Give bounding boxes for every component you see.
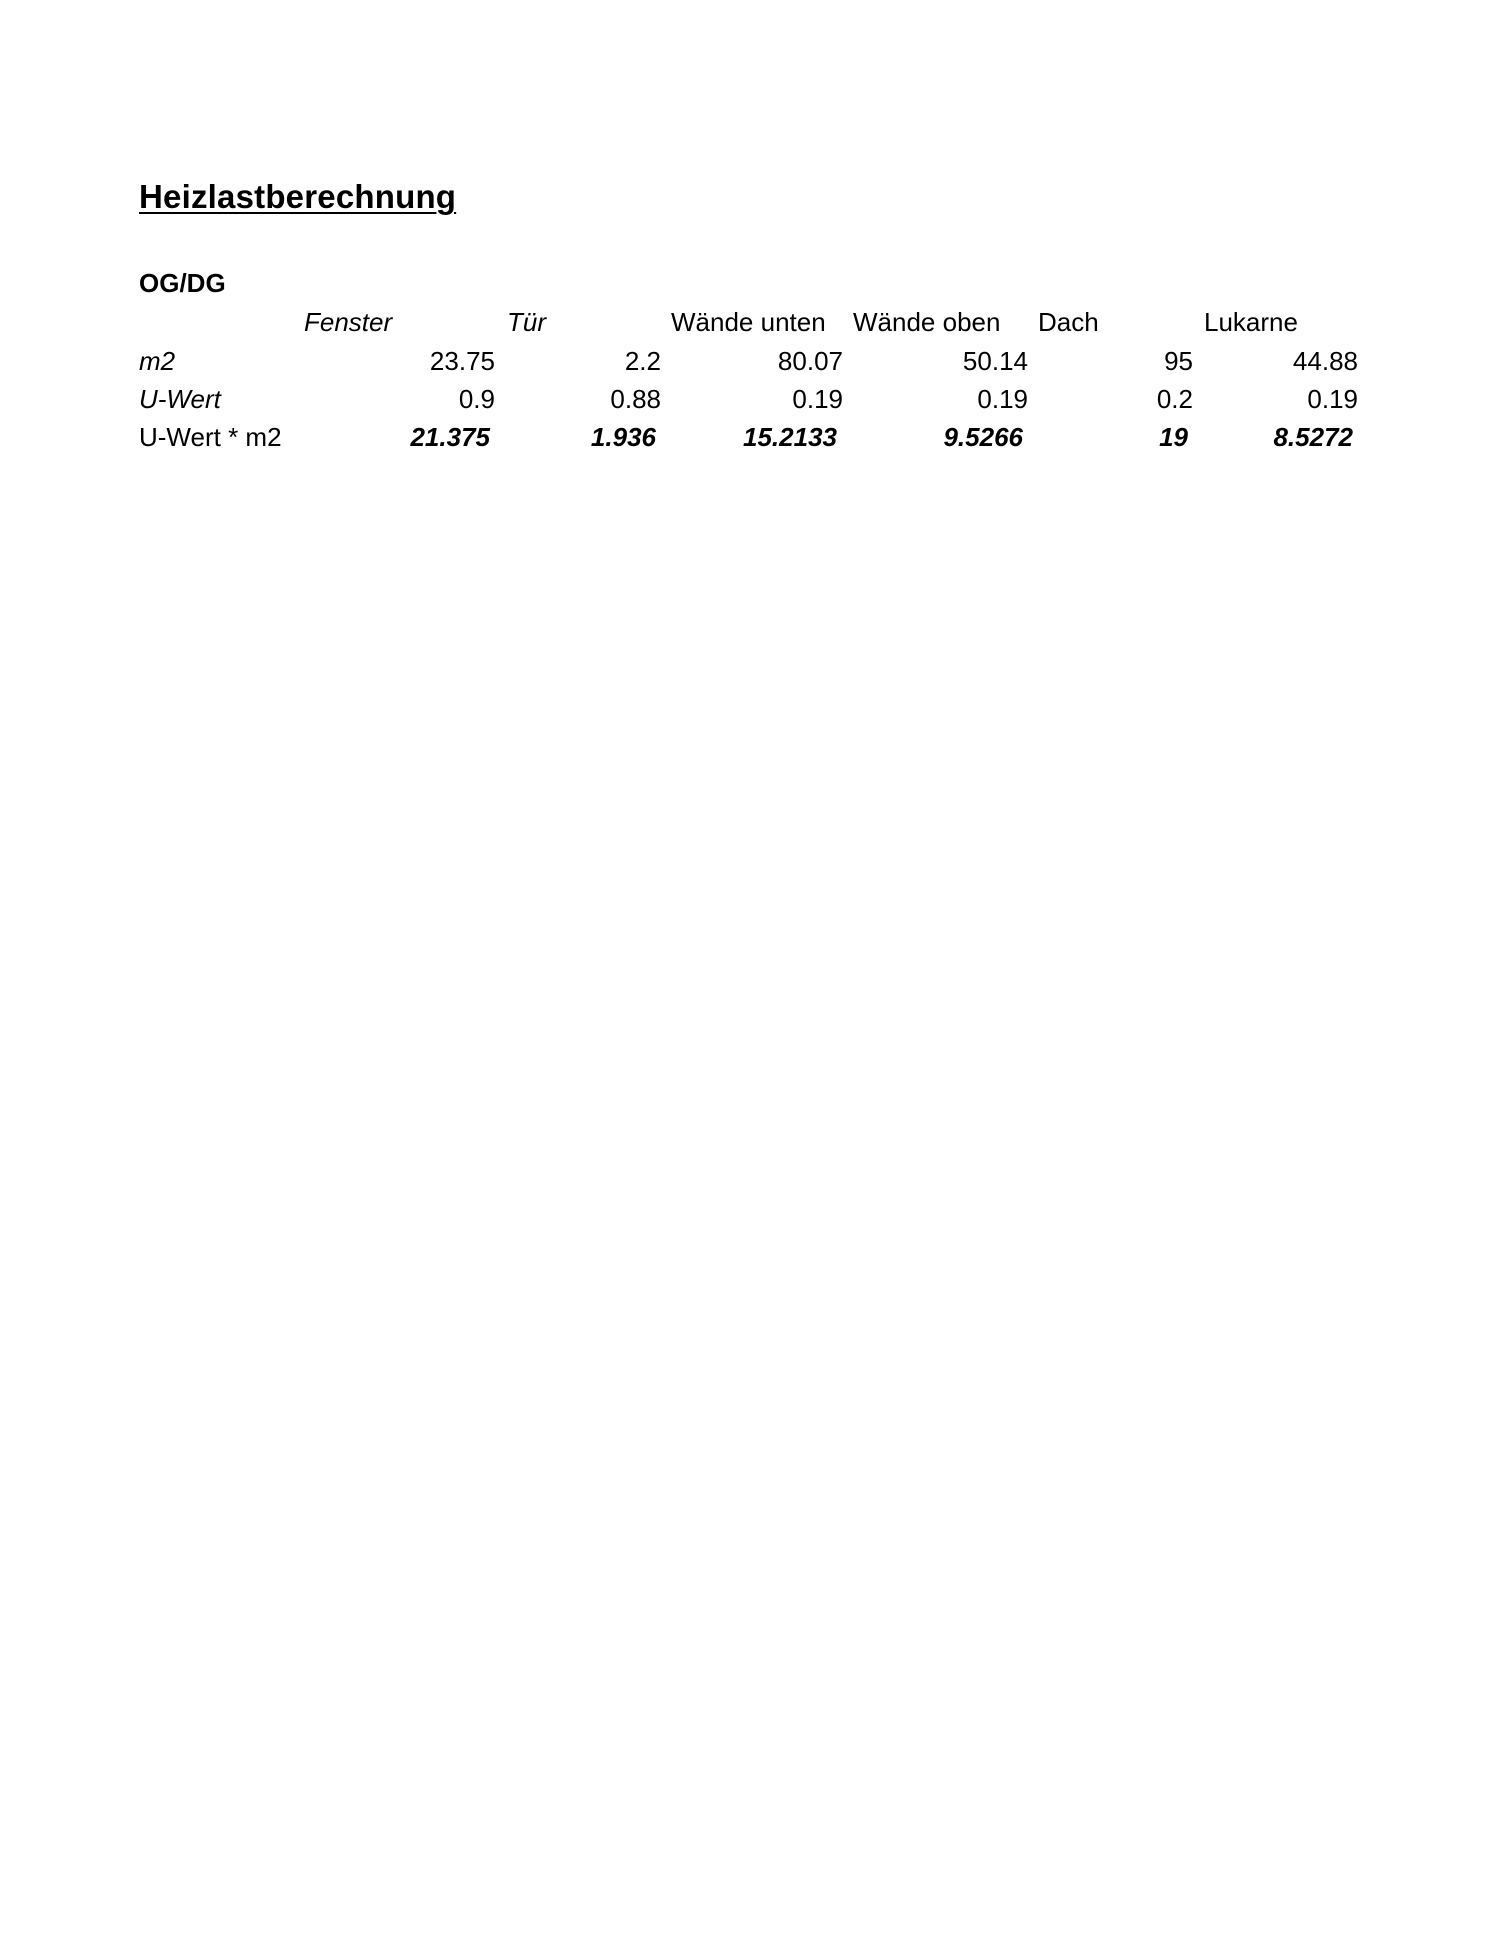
column-header-waende-oben: Wände oben [853,307,1001,337]
section-label: OG/DG [139,268,226,298]
cell-u-wert-waende-unten: 0.19 [792,384,843,414]
cell-m2-fenster: 23.75 [429,346,495,376]
cell-product-dach: 19 [1159,422,1188,452]
column-header-fenster: Fenster [304,307,393,337]
column-header-lukarne: Lukarne [1204,307,1298,337]
cell-product-waende-unten: 15.2133 [743,422,837,452]
cell-u-wert-dach: 0.2 [1156,384,1193,414]
cell-m2-waende-unten: 80.07 [777,346,843,376]
cell-m2-lukarne: 44.88 [1292,346,1358,376]
row-label-m2: m2 [139,346,176,376]
cell-u-wert-lukarne: 0.19 [1307,384,1358,414]
cell-u-wert-fenster: 0.9 [458,384,495,414]
cell-m2-tuer: 2.2 [624,346,661,376]
row-label-u-wert-m2: U-Wert * m2 [139,422,282,452]
column-header-waende-unten: Wände unten [671,307,826,337]
cell-m2-waende-oben: 50.14 [962,346,1028,376]
cell-m2-dach: 95 [1164,346,1193,376]
cell-u-wert-waende-oben: 0.19 [977,384,1028,414]
cell-product-waende-oben: 9.5266 [943,422,1023,452]
page-title: Heizlastberechnung [139,178,457,215]
row-label-u-wert: U-Wert [139,384,221,414]
column-header-dach: Dach [1038,307,1099,337]
column-header-tuer: Tür [507,307,546,337]
cell-product-lukarne: 8.5272 [1273,422,1353,452]
cell-u-wert-tuer: 0.88 [610,384,661,414]
cell-product-fenster: 21.375 [410,422,490,452]
cell-product-tuer: 1.936 [590,422,656,452]
